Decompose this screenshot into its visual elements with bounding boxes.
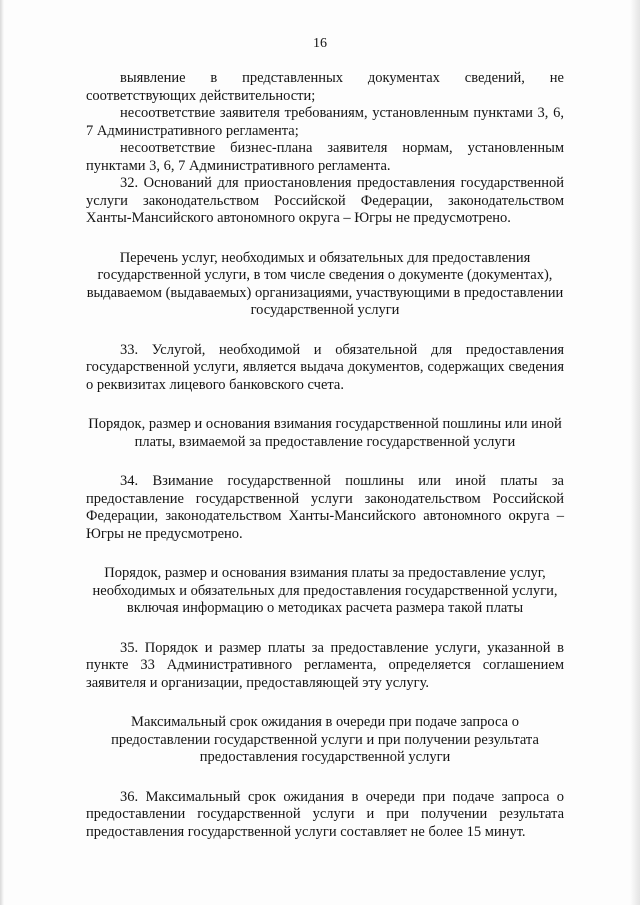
section-heading-services-list: Перечень услуг, необходимых и обязательных для предоставления государственной услуги, в том числе сведения о документе (документах), выдаваемом (выдаваемых) организациями, участвующими в предоставлении государственной услуги	[86, 249, 564, 318]
paragraph-p3: несоответствие бизнес-плана заявителя нормам, установленным пунктами 3, 6, 7 Административного регламента.	[86, 140, 564, 174]
paragraph-33: 33. Услугой, необходимой и обязательной для предоставления государственной услуги, является выдача документов, содержащих сведения о реквизитах лицевого банковского счета.	[86, 341, 564, 393]
section-heading-service-fee: Порядок, размер и основания взимания платы за предоставление услуг, необходимых и обязательных для предоставления государственной услуги, включая информацию о методиках расчета размера такой платы	[92, 565, 558, 616]
paragraph-32: 32. Оснований для приостановления предоставления государственной услуги законодательством Российской Федерации, законодательством Ханты-Мансийского автономного округа – Югры не предусмотрено.	[86, 175, 564, 226]
scan-edge-right	[630, 0, 640, 905]
scan-edge-left	[0, 0, 4, 905]
document-body	[86, 70, 564, 841]
paragraph-35: 35. Порядок и размер платы за предоставление услуги, указанной в пункте 33 Административного регламента, определяется соглашением заявителя и организации, предоставляющей эту услугу.	[86, 639, 564, 691]
paragraph-p1: выявление в представленных документах сведений, не соответствующих действительности;	[86, 70, 564, 104]
paragraph-34: 34. Взимание государственной пошлины или иной платы за предоставление государственной услуги законодательством Российской Федерации, законодательством Ханты-Мансийского автономного округа – Югры не предусмотрено.	[86, 473, 564, 542]
section-heading-state-fee: Порядок, размер и основания взимания государственной пошлины или иной платы, взимаемой за предоставление государственной услуги	[88, 416, 562, 450]
page-number: 16	[313, 36, 327, 51]
paragraph-36: 36. Максимальный срок ожидания в очереди при подаче запроса о предоставлении государственной услуги и при получении результата предоставления государственной услуги составляет не более 15 минут.	[86, 788, 564, 840]
paragraph-p2: несоответствие заявителя требованиям, установленным пунктами 3, 6, 7 Административного регламента;	[86, 105, 564, 139]
section-heading-queue-time: Максимальный срок ожидания в очереди при подаче запроса о предоставлении государственной услуги и при получении результата предоставления государственной услуги	[111, 714, 539, 765]
